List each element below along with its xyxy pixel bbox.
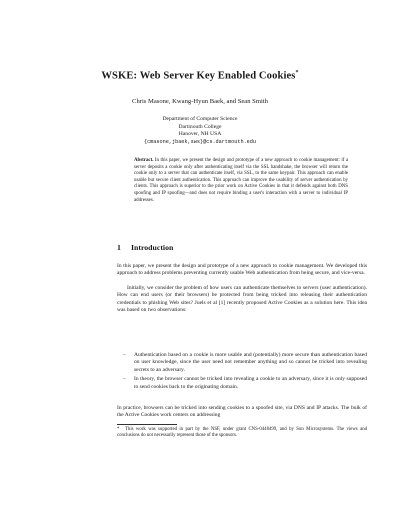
footnote: [117, 427, 367, 440]
affiliation-city: Hanover, NH USA: [178, 131, 222, 138]
list-dash: –: [123, 376, 126, 383]
paper-title: WSKE: Web Server Key Enabled Cookies*: [101, 70, 299, 82]
section-title: Introduction: [131, 243, 174, 252]
title-footnote-mark: *: [295, 70, 299, 76]
list-item-text: Authentication based on a cookie is more usable and (potentially) more secure than authentication based on user knowledge, since the user need not remember anything and so cannot be tricked into revealing secrets to an adversary.: [134, 352, 367, 373]
footnote-text: This work was supported in part by the NSF, under grant CNS-0448499, and by Sun Microsystems. The views and conclusions do not necessarily represent those of the sponsors.: [117, 427, 367, 439]
abstract: [134, 158, 348, 204]
observation-list: [117, 352, 367, 393]
intro-paragraph-2: Initially, we consider the problem of how users can authenticate themselves to servers (user authentication). How can end users (or their browsers) be protected from being tricked into releasing their authentication credentials to phishing Web sites? Juels et al [1] recently proposed Active Cookies as a solution here. This idea was based on two observations:: [117, 285, 367, 314]
footnote-mark: *: [117, 427, 120, 432]
affiliation-email: {cmasone,jbaek,sws}@cs.dartmouth.edu: [143, 139, 257, 146]
affiliation-block: [0, 116, 400, 147]
affiliation-department: Department of Computer Science: [162, 116, 238, 122]
intro-paragraph-3: In practice, browsers can be tricked into sending cookies to a spoofed site, via DNS and IP attacks. The bulk of the Active Cookies work centers on addressing: [117, 405, 367, 419]
section-heading: [117, 243, 367, 252]
section-number: 1: [117, 243, 121, 252]
abstract-text: In this paper, we present the design and prototype of a new approach to cookie management: if a server deposits a cookie only after authenticating itself via the SSL handshake, the browser will return the cookie only to a server that can authenticate itself, via SSL, to the same keypair. This approach can enable usable but secure client authentication. This approach can improve the usability of server authentication by clients. This approach is superior to the prior work on Active Cookies in that it defends against both DNS spoofing and IP spoofing—and does not require binding a user's interaction with a server to individual IP addresses.: [134, 158, 348, 203]
affiliation-college: Dartmouth College: [178, 123, 222, 130]
author-list: Chris Masone, Kwang-Hyun Baek, and Sean Smith: [132, 98, 268, 105]
abstract-label: Abstract.: [134, 158, 154, 163]
list-dash: –: [123, 352, 126, 358]
list-item: [117, 352, 367, 374]
intro-paragraph-1: In this paper, we present the design and prototype of a new approach to cookie management. We developed this approach to address problems preventing currently usable Web authentication from being secure, and vice-versa.: [117, 263, 367, 277]
list-item: [117, 376, 367, 391]
list-item-text: In theory, the browser cannot be tricked into revealing a cookie to an adversary, since it is only supposed to send cookies back to the originating domain.: [134, 376, 367, 390]
footnote-rule: [117, 424, 177, 425]
